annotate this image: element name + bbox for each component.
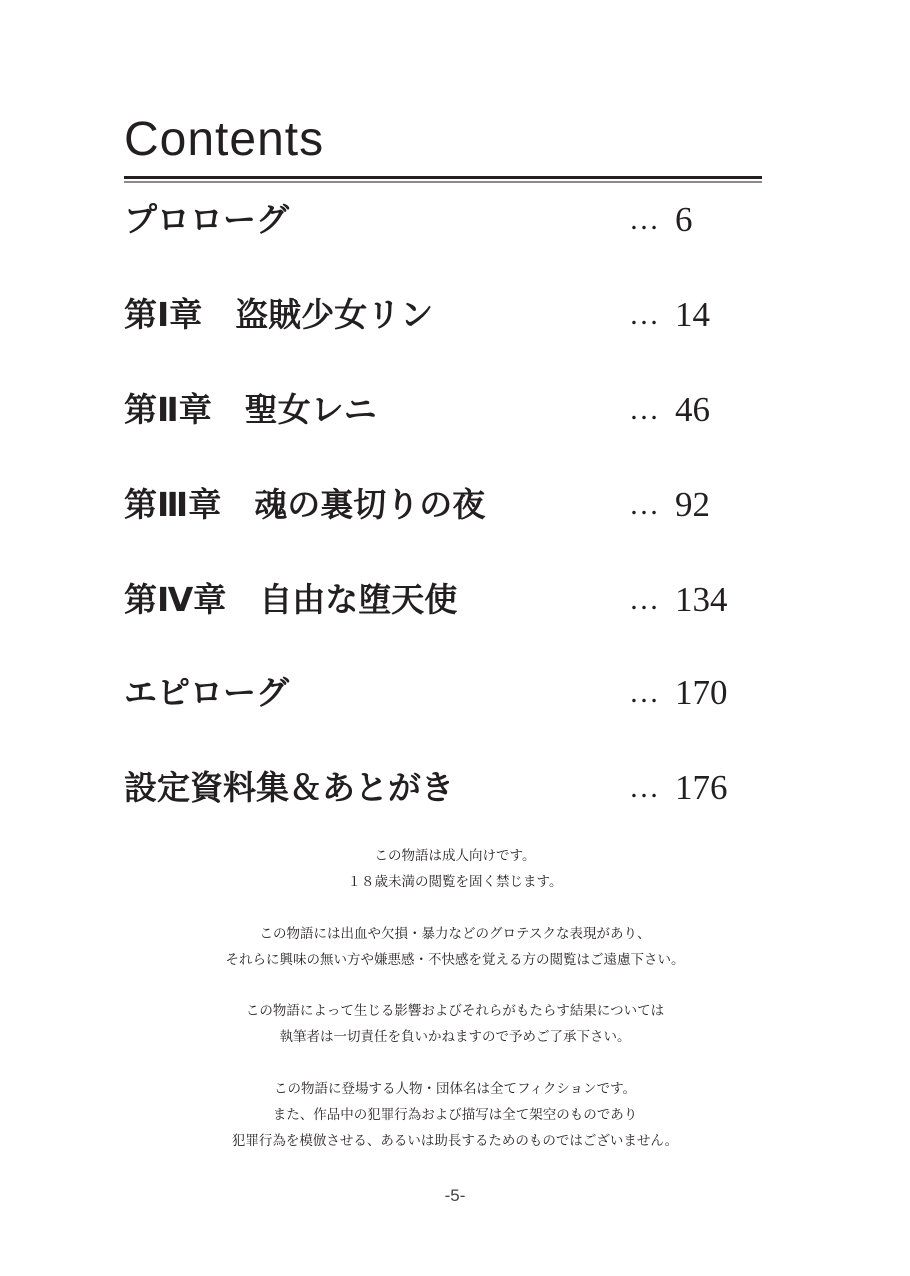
toc-page-number: 92 [675,485,710,524]
title-rule-thick [124,176,762,179]
toc-entry-label: 第Ⅰ章 盗賊少女リン [124,295,434,334]
notice-line: それらに興味の無い方や嫌悪感・不快感を覚える方の閲覧はご遠慮下さい。 [225,952,685,968]
toc-leader: … [629,771,659,804]
notice-grotesque [0,921,910,973]
notice-line: この物語には出血や欠損・暴力などのグロテスクな表現があり、 [259,926,651,942]
toc-leader: … [629,298,659,331]
notice-line: この物語に登場する人物・団体名は全てフィクションです。 [273,1081,637,1097]
toc-leader: … [629,203,659,236]
toc-entry-label: エピローグ [124,673,289,712]
toc-entry-label: プロローグ [124,200,289,239]
toc-page-number: 170 [675,673,728,712]
page-title: Contents [124,113,325,166]
notice-line: 執筆者は一切責任を負いかねますので予めご了承下さい。 [279,1029,631,1045]
toc-entry-label: 第Ⅳ章 自由な堕天使 [124,580,458,619]
title-rule-thin [124,181,762,183]
notice-fiction [0,1076,910,1154]
toc-entry-chapter-3[interactable] [124,480,764,530]
toc-entry-chapter-1[interactable] [124,290,764,340]
notice-line: １８歳未満の閲覧を固く禁じます。 [347,874,563,890]
toc-page-number: 6 [675,200,693,239]
toc-page-number: 46 [675,390,710,429]
toc-entry-label: 第Ⅲ章 魂の裏切りの夜 [124,485,486,524]
toc-entry-settings-afterword[interactable] [124,763,764,813]
toc-page-number: 14 [675,295,710,334]
toc-entry-epilogue[interactable] [124,668,764,718]
toc-entry-label: 第Ⅱ章 聖女レニ [124,390,377,429]
toc-leader: … [629,676,659,709]
notice-line: この物語によって生じる影響およびそれらがもたらす結果については [245,1003,665,1019]
notice-line: また、作品中の犯罪行為および描写は全て架空のものであり [272,1107,638,1123]
notice-liability [0,998,910,1050]
toc-page-number: 176 [675,768,728,807]
toc-leader: … [629,393,659,426]
notice-adult [0,843,910,895]
page-number-footer: -5- [444,1186,466,1205]
toc-entry-chapter-2[interactable] [124,385,764,435]
toc-entry-chapter-4[interactable] [124,575,764,625]
toc-page-number: 134 [675,580,728,619]
toc-leader: … [629,488,659,521]
toc-entry-label: 設定資料集＆あとがき [124,768,454,807]
notice-line: 犯罪行為を模倣させる、あるいは助長するためのものではございません。 [231,1133,679,1149]
toc-entry-prologue[interactable] [124,195,764,245]
notice-line: この物語は成人向けです。 [374,848,536,864]
toc-leader: … [629,583,659,616]
